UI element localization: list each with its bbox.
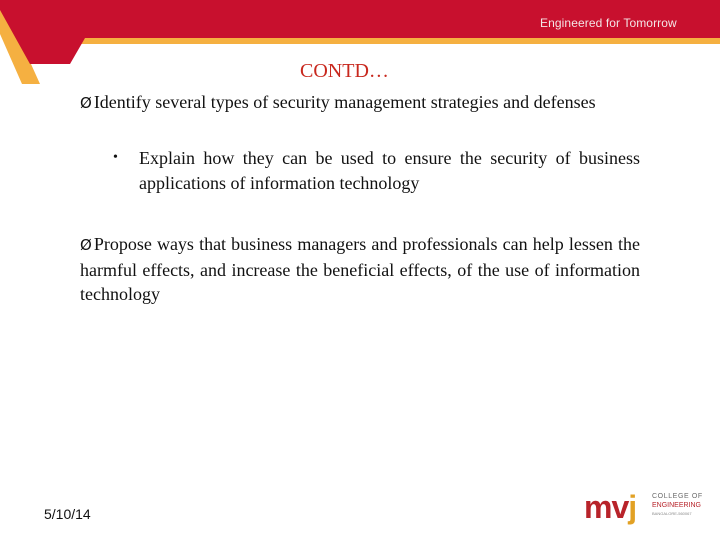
slide-date: 5/10/14 — [44, 506, 91, 522]
arrow-bullet-icon: Ø — [80, 236, 92, 254]
dot-bullet-icon: • — [113, 150, 118, 165]
bullet-text: Propose ways that business managers and professionals can help lessen the harmful effects, and increase the beneficial effects, of the use of information technology — [80, 234, 640, 304]
bullet-item — [80, 232, 640, 307]
bullet-item — [80, 90, 640, 116]
arrow-bullet-icon: Ø — [80, 94, 92, 112]
logo-mark: mvj — [584, 489, 637, 525]
bullet-text: Identify several types of security management strategies and defenses — [93, 92, 596, 112]
sub-bullet-item — [113, 146, 640, 195]
college-logo — [584, 488, 704, 530]
sub-bullet-text: Explain how they can be used to ensure the security of business applications of information technology — [139, 148, 640, 193]
brand-tagline: Engineered for Tomorrow — [540, 16, 677, 30]
slide-title: CONTD… — [300, 60, 389, 82]
banner-bar — [0, 0, 720, 64]
logo-text: COLLEGE OF ENGINEERING BANGALORE-560067 — [652, 493, 703, 516]
